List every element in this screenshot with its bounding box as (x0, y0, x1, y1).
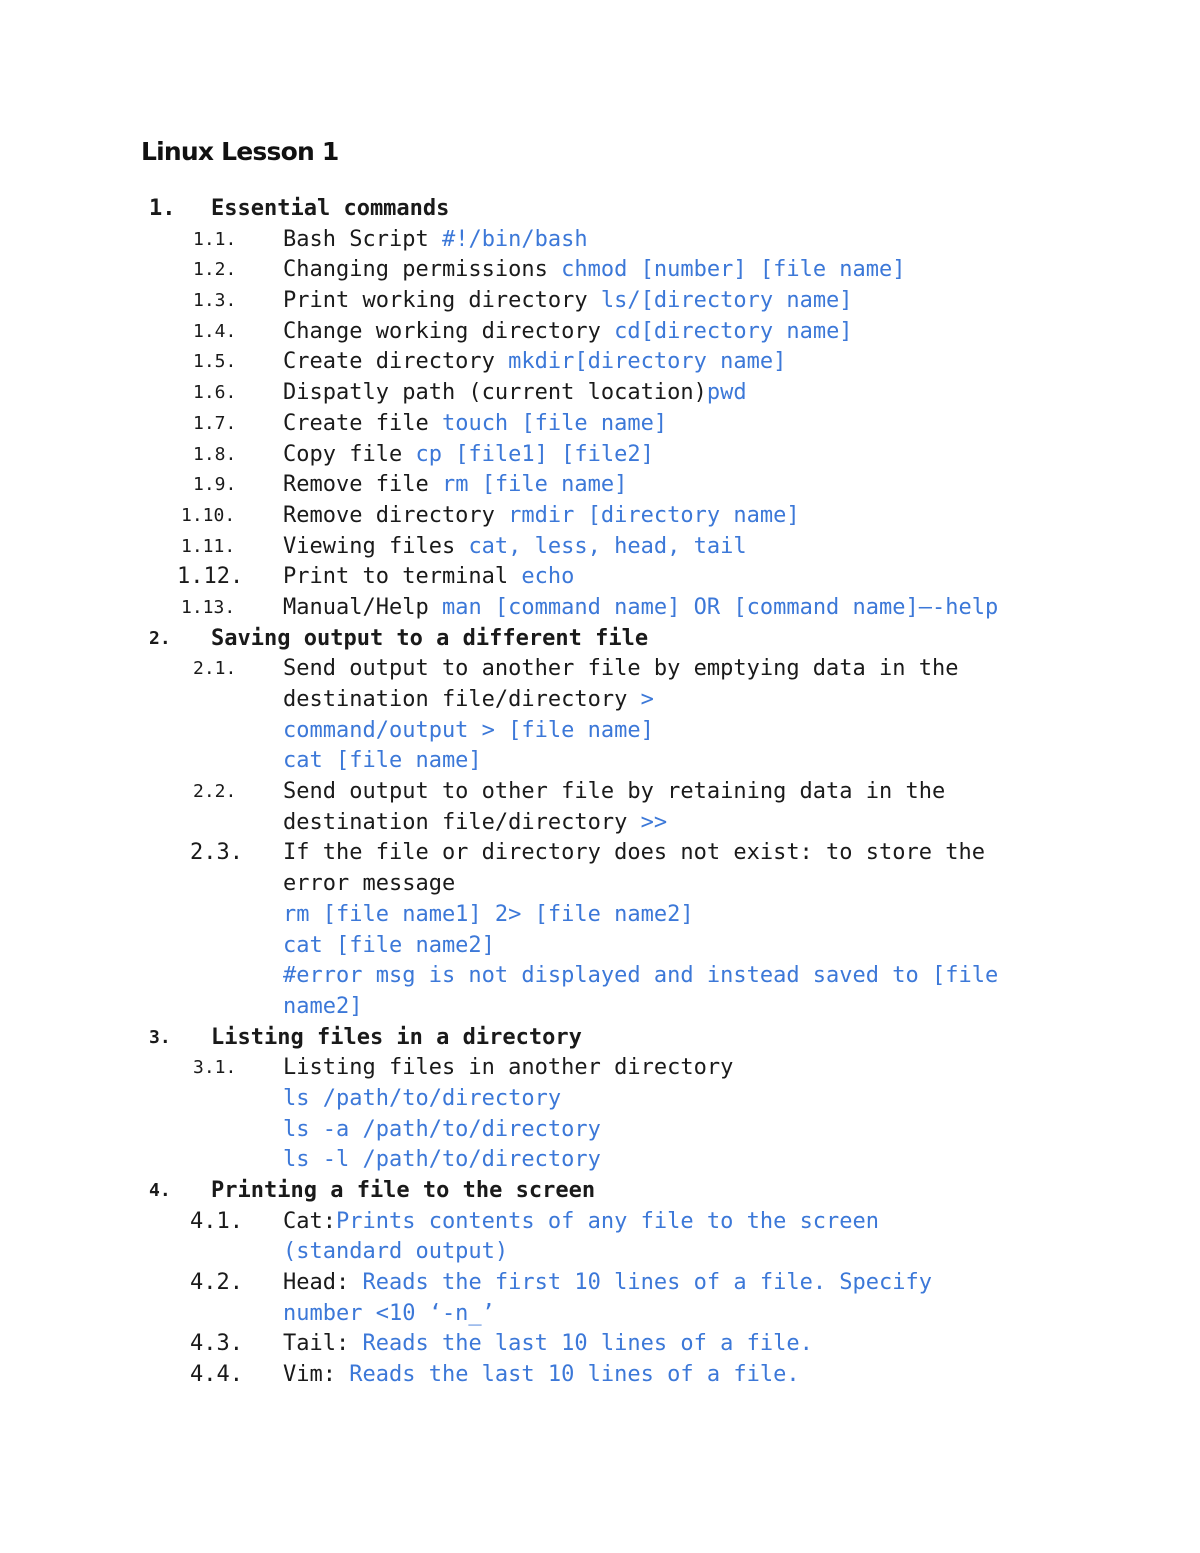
item-number: 2.2. (193, 781, 237, 803)
code-line (0, 931, 1200, 962)
item-number: 1.8. (193, 443, 237, 465)
item-number: 4.4. (190, 1362, 243, 1388)
item-text: Viewing files cat, less, head, tail (283, 533, 747, 559)
item-text: Bash Script #!/bin/bash (283, 226, 588, 252)
item-text: Send output to other file by retaining data in the (283, 779, 946, 805)
command-desc: Reads the first 10 lines of a file. Specify (362, 1270, 933, 1296)
item-text: Print to terminal echo (283, 564, 575, 590)
item-text: Send output to another file by emptying data in the (283, 656, 959, 682)
command-code: mkdir[directory name] (508, 349, 787, 375)
item-text: Changing permissions chmod [number] [file name] (283, 257, 906, 283)
item-text: Copy file cp [file1] [file2] (283, 441, 654, 467)
command-code: command/output > [file name] (283, 717, 654, 743)
item-number: 1.11. (181, 535, 236, 557)
item-text: If the file or directory does not exist: to store the (283, 840, 985, 866)
command-code: man [command name] OR [command name]—-help (441, 594, 999, 620)
code-line (0, 1115, 1200, 1146)
item-text: Head: Reads the first 10 lines of a file. Specify (283, 1270, 933, 1296)
list-item-continuation (0, 1237, 1200, 1268)
list-item (0, 347, 1200, 378)
list-item (0, 255, 1200, 286)
item-number: 1.2. (193, 259, 237, 281)
item-text: Create directory mkdir[directory name] (283, 349, 787, 375)
command-code: ls /path/to/directory (283, 1085, 562, 1111)
section-heading (0, 1176, 1200, 1207)
command-code: rm [file name] (441, 472, 628, 498)
section-heading (0, 194, 1200, 225)
section-number: 1. (149, 196, 176, 221)
command-desc: Reads the last 10 lines of a file. (349, 1362, 800, 1388)
list-item (0, 532, 1200, 563)
section-heading (0, 1023, 1200, 1054)
item-text: Listing files in another directory (283, 1055, 734, 1081)
command-desc: (standard output) (283, 1239, 509, 1265)
command-code: cp [file1] [file2] (415, 441, 654, 467)
list-item (0, 1360, 1200, 1391)
command-code: name2] (283, 993, 363, 1019)
item-text: Create file touch [file name] (283, 410, 668, 436)
command-code: #error msg is not displayed and instead saved to [file (283, 963, 999, 989)
item-text: Tail: Reads the last 10 lines of a file. (283, 1331, 813, 1357)
list-item (0, 286, 1200, 317)
item-number: 1.9. (193, 474, 237, 496)
item-text: destination file/directory > (283, 687, 654, 712)
item-number: 1.1. (193, 228, 237, 250)
section-title: Saving output to a different file (211, 625, 649, 651)
item-number: 1.13. (181, 596, 236, 618)
item-number: 1.12. (177, 564, 244, 590)
command-code: rm [file name1] 2> [file name2] (283, 901, 694, 927)
section-number: 4. (149, 1180, 171, 1201)
list-item (0, 1329, 1200, 1360)
item-number: 2.1. (193, 658, 237, 680)
item-number: 1.6. (193, 382, 237, 404)
list-item (0, 378, 1200, 409)
list-item (0, 470, 1200, 501)
list-item (0, 1053, 1200, 1084)
code-line (0, 961, 1200, 992)
item-text: Change working directory cd[directory name] (283, 318, 853, 344)
command-code: >> (640, 809, 668, 835)
command-desc: Reads the last 10 lines of a file. (362, 1331, 813, 1357)
command-code: cat [file name2] (283, 932, 495, 958)
code-line (0, 1145, 1200, 1176)
code-line (0, 900, 1200, 931)
item-text: Dispatly path (current location)pwd (283, 380, 747, 406)
list-item (0, 562, 1200, 593)
item-text: Remove file rm [file name] (283, 472, 628, 498)
list-item-continuation (0, 808, 1200, 839)
item-text: error message (283, 871, 456, 897)
list-item (0, 440, 1200, 471)
item-text: Vim: Reads the last 10 lines of a file. (283, 1362, 800, 1388)
section-title: Printing a file to the screen (211, 1178, 596, 1203)
command-desc: Prints contents of any file to the screen (335, 1208, 880, 1234)
list-item-continuation (0, 869, 1200, 900)
item-number: 1.5. (193, 351, 237, 373)
command-code: > (640, 687, 654, 712)
list-item (0, 1207, 1200, 1238)
item-number: 1.3. (193, 290, 237, 312)
item-number: 4.2. (190, 1270, 243, 1296)
list-item (0, 838, 1200, 869)
section-title: Essential commands (211, 196, 450, 221)
lesson-outline (0, 194, 1200, 1391)
list-item (0, 777, 1200, 808)
item-number: 3.1. (193, 1057, 237, 1079)
item-text: Cat:Prints contents of any file to the screen (283, 1208, 880, 1234)
command-code: touch [file name] (441, 410, 668, 436)
section-heading (0, 624, 1200, 655)
section-number: 3. (149, 1026, 171, 1048)
item-text: destination file/directory >> (283, 809, 668, 835)
command-code: ls -l /path/to/directory (283, 1147, 601, 1173)
item-number: 4.1. (190, 1208, 243, 1234)
command-code: #!/bin/bash (441, 226, 588, 252)
list-item (0, 593, 1200, 624)
command-code: pwd (706, 380, 747, 406)
command-code: echo (521, 564, 575, 590)
list-item-continuation (0, 685, 1200, 716)
list-item-continuation (0, 1299, 1200, 1330)
item-number: 4.3. (190, 1331, 243, 1357)
list-item (0, 409, 1200, 440)
list-item (0, 1268, 1200, 1299)
item-number: 1.10. (181, 504, 236, 526)
item-text: Remove directory rmdir [directory name] (283, 502, 800, 528)
list-item (0, 225, 1200, 256)
section-title: Listing files in a directory (211, 1024, 582, 1050)
command-code: rmdir [directory name] (508, 502, 800, 528)
list-item (0, 654, 1200, 685)
code-line (0, 992, 1200, 1023)
command-code: ls/[directory name] (600, 288, 853, 314)
command-desc: number <10 ‘-n_’ (283, 1300, 495, 1326)
command-code: ls -a /path/to/directory (283, 1116, 601, 1142)
item-number: 2.3. (190, 840, 243, 866)
section-number: 2. (149, 627, 171, 649)
command-code: cat, less, head, tail (468, 533, 747, 559)
item-text: Print working directory ls/[directory name] (283, 288, 853, 314)
item-number: 1.7. (193, 412, 237, 434)
command-code: cd[directory name] (614, 318, 853, 344)
command-code: cat [file name] (283, 748, 482, 774)
item-number: 1.4. (193, 320, 237, 342)
page-title: Linux Lesson 1 (141, 137, 339, 166)
code-line (0, 716, 1200, 747)
code-line (0, 1084, 1200, 1115)
list-item (0, 317, 1200, 348)
list-item (0, 501, 1200, 532)
item-text: Manual/Help man [command name] OR [command name]—-help (283, 594, 999, 620)
code-line (0, 746, 1200, 777)
command-code: chmod [number] [file name] (561, 257, 906, 283)
